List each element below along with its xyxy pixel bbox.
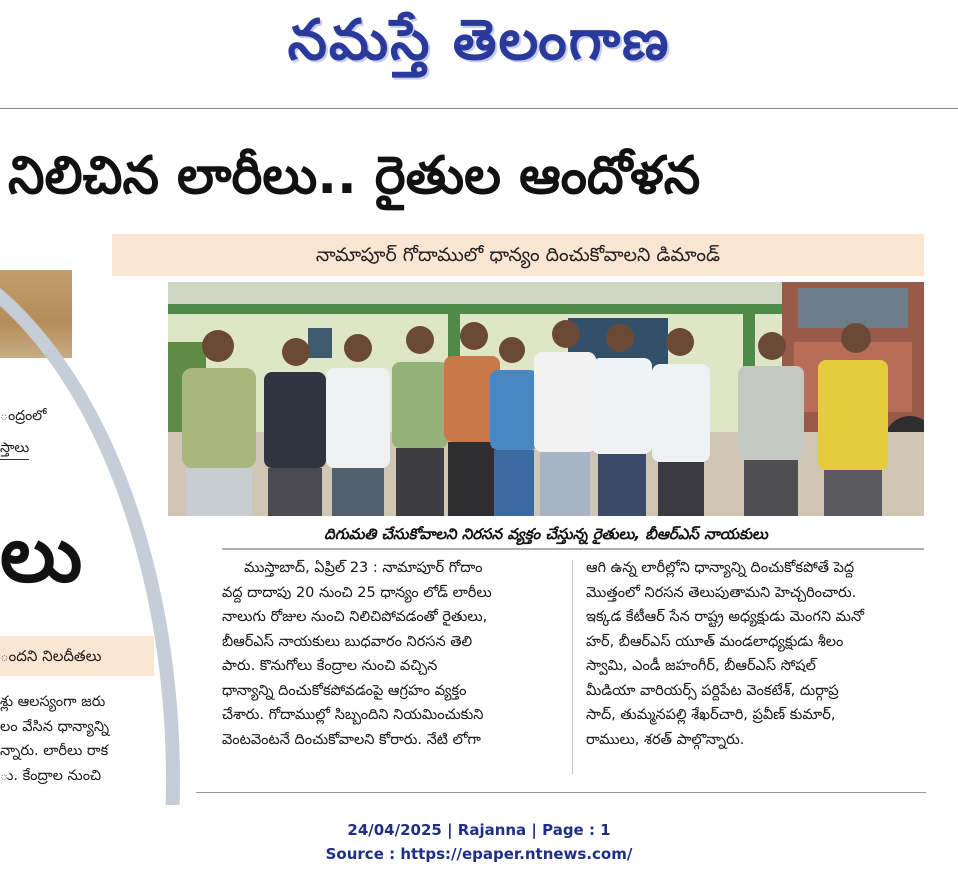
body-line: మొత్తంలో నిరసన తెలుపుతామని హెచ్చరించారు. <box>586 584 857 601</box>
article-bottom-divider <box>196 792 926 793</box>
neighbour-body-line: ు. కేంద్రాల నుంచి <box>0 767 102 784</box>
article-column-2 <box>586 556 926 752</box>
body-line: ముస్తాబాద్, ఏప్రిల్ 23 : నామాపూర్ గోదాం <box>244 560 483 576</box>
body-line: ఆగి ఉన్న లారీల్లోని ధాన్యాన్ని దించుకోకపోతే పెద్ద <box>586 560 855 576</box>
body-line: మీడియా వారియర్స్ పర్దిపేట వెంకటేశ్, దుర్గాప్ర <box>586 682 839 699</box>
body-line: స్వామి, ఎండీ జహంగీర్, బీఆర్ఎస్ సోషల్ <box>586 658 816 674</box>
article-subheadline: నామాపూర్ గోదాములో ధాన్యం దించుకోవాలని డిమాండ్ <box>315 244 721 266</box>
body-line: హర్, బీఆర్ఎస్ యూత్ మండలాధ్యక్షుడు శీలం <box>586 633 844 650</box>
neighbour-subhead: ందని నిలదీతలు <box>0 647 102 665</box>
page-footer <box>0 818 958 866</box>
body-line: వద్ద దాదాపు 20 నుంచి 25 ధాన్యం లోడ్ లారీలు <box>222 584 492 601</box>
body-line: వెంటవెంటనే దించుకోవాలని కోరారు. నేటి లోగా <box>222 731 481 748</box>
article-photo-illustration <box>168 282 924 516</box>
body-line: సాద్, తుమ్మనపల్లి శేఖర్‌చారి, ప్రవీణ్ కుమార్, <box>586 707 836 723</box>
footer-meta: 24/04/2025 | Rajanna | Page : 1 <box>347 821 611 839</box>
article-headline: నిలిచిన లారీలు.. రైతుల ఆందోళన <box>8 146 701 206</box>
body-line: నాలుగు రోజుల నుంచి నిలిచిపోవడంతో రైతులు, <box>222 609 488 625</box>
neighbour-text-line: ంద్రంలో <box>0 408 47 424</box>
column-divider <box>572 560 573 774</box>
footer-source-link[interactable]: Source : https://epaper.ntnews.com/ <box>325 845 633 863</box>
body-line: రాములు, శరత్ పాల్గొన్నారు. <box>586 731 745 748</box>
masthead-divider <box>0 108 958 109</box>
masthead <box>0 0 958 100</box>
body-line: పారు. కొనుగోలు కేంద్రాల నుంచి వచ్చిన <box>222 658 438 674</box>
caption-divider <box>222 548 924 550</box>
subheadline-box <box>112 234 924 276</box>
body-line: ధాన్యాన్ని దించుకోకపోవడంపై ఆగ్రహం వ్యక్తం <box>222 682 467 699</box>
body-line: చేశారు. గోదాముల్లో సిబ్బందిని నియమించుకుని <box>222 707 484 723</box>
body-line: ఇక్కడ కేటీఆర్ సేన రాష్ట్ర అధ్యక్షుడు మెంగని మనో <box>586 609 864 625</box>
neighbour-body-line: లం వేసిన ధాన్యాన్ని <box>0 718 109 735</box>
neighbour-body-line: న్నారు. లారీలు రాక <box>0 743 109 759</box>
body-line: బీఆర్ఎస్ నాయకులు బుధవారం నిరసన తెలి <box>222 633 473 650</box>
neighbour-arc-border <box>0 230 180 805</box>
masthead-logo: నమస్తే తెలంగాణ <box>287 8 671 73</box>
neighbour-text-line: స్తాలు <box>0 440 29 460</box>
article-column-1 <box>222 556 562 752</box>
neighbour-body-line: శ్లు ఆలస్యంగా జరు <box>0 694 106 710</box>
article-photo <box>168 282 924 516</box>
neighbour-headline: లు <box>0 510 83 600</box>
photo-caption: దిగుమతి చేసుకోవాలని నిరసన వ్యక్తం చేస్తున్న రైతులు, బీఆర్ఎస్ నాయకులు <box>324 525 768 543</box>
